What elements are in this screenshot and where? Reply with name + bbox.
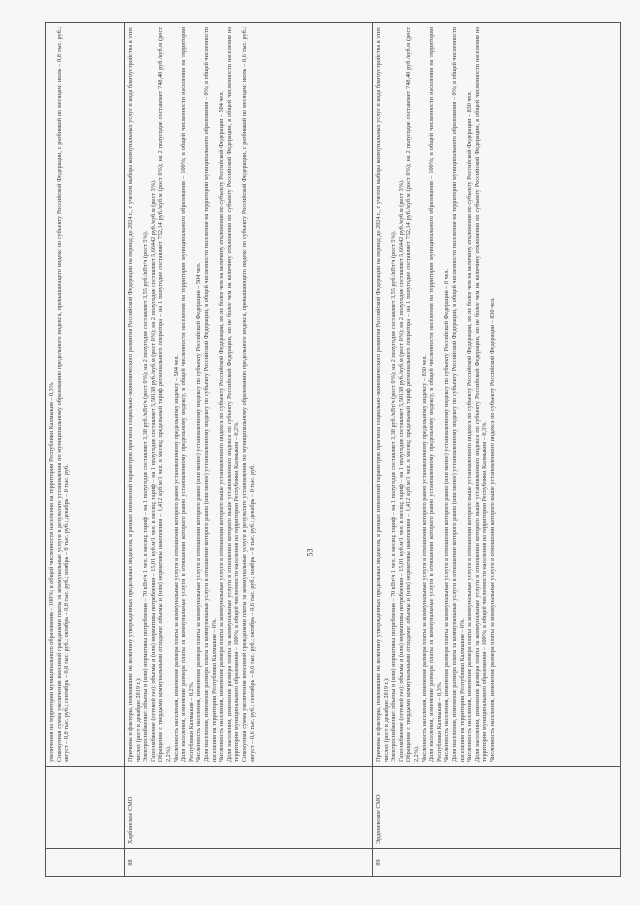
municipality-name-cell: Эрдниевское СМО (373, 767, 621, 849)
paragraph: Доля населения, изменение размера платы за коммунальные услуги в отношении которого выше установленного индекса по субъекту Российской Федерации, но не более чем на величину отклонения по субъекту Российской Федерации, в общей численности населения на территории муниципального образования – 100%; в общей численности населения на территории Республики Калмыкия – 0,2%. (225, 27, 241, 762)
table-row (46, 23, 125, 877)
municipality-table (45, 22, 621, 877)
municipality-name-cell: Харбинское СМО (125, 767, 373, 849)
paragraph: Численность населения, изменение размера платы за коммунальные услуги в отношении которого выше установленного индекса по субъекту Российской Федерации – 830 чел. (488, 297, 496, 762)
paragraph: Численность населения, изменение размера платы за коммунальные услуги в отношении которого равно (или менее) установленному индексу по субъекту Российской Федерации – 504 чел. (195, 262, 203, 762)
rotated-table-wrapper (45, 22, 605, 877)
paragraph: Численность населения, изменение размера платы за коммунальные услуги в отношении которого выше установленного индекса по субъекту Российской Федерации, но не более чем на величину отклонения по субъекту Российской Федерации – 504 чел. (218, 91, 226, 762)
paragraph: Газоснабжение (сетевой газ): объемы и (или) нормативы потребления – 15,01 куб.м/1 чел. в месяц; тариф – на 1 полугодие составляет 5,50138 руб./куб.м (рост 0%); на 2 полугодие составляет 5,66442 руб./куб.м (рост 3%). (149, 179, 157, 762)
table-row (373, 23, 621, 877)
paragraph: Численность населения, изменение размера платы за коммунальные услуги в отношении которого равно установленному предельному индексу – 504 чел. (172, 355, 180, 762)
paragraph: Доля населения, изменение размера платы за коммунальные услуги в отношении которого равно установленному предельному индексу, в общей численности населения на территории муниципального образования – 100%; в общей численности населения на территории Республики Калмыкия – 0,2%. (180, 27, 195, 762)
row-number-cell: 88 (125, 849, 373, 877)
row-number-cell: 89 (373, 849, 621, 877)
paragraph: Численность населения, изменение размера платы за коммунальные услуги в отношении которого выше установленного индекса по субъекту Российской Федерации, но не более чем на величину отклонения по субъекту Российской Федерации – 830 чел. (466, 91, 474, 762)
paragraph: Численность населения, изменение размера платы за коммунальные услуги в отношении которого равно установленному предельному индексу – 830 чел. (420, 355, 428, 762)
paragraph: Обращение с твердыми коммунальными отходами: объемы и (или) нормативы накопления – 1,412 куб.м/1 чел. в месяц; предельный тариф регионального оператора – на 1 полугодие составляет 732,14 руб./куб.м (рост 0%); на 2 полугодие составляет 748,40 руб./куб.м (рост 2,2%). (405, 27, 420, 762)
paragraph: Причины и факторы, повлиявшие на величину утвержденных предельных индексов, в рамках изменений параметров прогноза социально-экономического развития Российской Федерации на период до 2024 г., с учетом выбора коммунальных услуг и вида благоустройства в этих числах (рост к декабрю 2019 г.): (127, 27, 142, 762)
paragraph: Доля населения, изменение размера платы за коммунальные услуги в отношении которого равно (или менее) установленному индексу по субъекту Российской Федерации, в общей численности населения на территории муниципального образования – 0%; в общей численности населения на территории Республики Калмыкия – 0%. (202, 27, 218, 762)
paragraph: Совокупная сумма увеличения вносимой гражданами платы за коммунальные услуги в результате установления по муниципальному образованию предельного индекса, превышающего индекс по субъекту Российской Федерации, с разбивкой по месяцам: июль – 0,6 тыс. руб.; август – 0,6 тыс. руб.; сентябрь – 0,6 тыс. руб.; октябрь – 0,6 тыс. руб.; ноябрь – 0 тыс. руб.; декабрь – 0 тыс. руб. (240, 27, 256, 762)
description-cell (46, 23, 125, 767)
paragraph: Обращение с твердыми коммунальными отходами: объемы и (или) нормативы накопления – 1,412 куб.м/1 чел. в месяц; предельный тариф регионального оператора – на 1 полугодие составляет 732,14 руб./куб.м (рост 0%); на 2 полугодие составляет 748,40 руб./куб.м (рост 2,2%). (157, 27, 172, 762)
description-cell (373, 23, 621, 767)
paragraph: Доля населения, изменение размера платы за коммунальные услуги в отношении которого равно установленному предельному индексу, в общей численности населения на территории муниципального образования – 100%; в общей численности населения на территории Республики Калмыкия – 0,3%. (428, 27, 443, 762)
paragraph: Совокупная сумма увеличения вносимой гражданами платы за коммунальные услуги в результате установления по муниципальному образованию предельного индекса, превышающего индекс по субъекту Российской Федерации, с разбивкой по месяцам: июль – 0,8 тыс. руб.; август – 0,8 тыс. руб.; сентябрь – 0,8 тыс. руб.; октябрь – 0,8 тыс. руб.; ноябрь – 0 тыс. руб.; декабрь – 0 тыс. руб. (55, 27, 71, 762)
description-cell (125, 23, 373, 767)
paragraph: Доля населения, изменение размера платы за коммунальные услуги в отношении которого равно (или менее) установленному индексу по субъекту Российской Федерации, в общей численности населения на территории муниципального образования – 0%; в общей численности населения на территории Республики Калмыкия – 0%. (450, 27, 466, 762)
municipality-name-cell (46, 767, 125, 849)
table-row (125, 23, 373, 877)
page-number: 53 (305, 548, 315, 557)
paragraph: Численность населения, изменение размера платы за коммунальные услуги в отношении которого равно (или менее) установленному индексу по субъекту Российской Федерации – 0 чел. (443, 268, 451, 762)
row-number-cell (46, 849, 125, 877)
paragraph: Газоснабжение (сетевой газ): объемы и (или) нормативы потребления – 15,01 куб.м/1 чел. в месяц; тариф – на 1 полугодие составляет 5,50138 руб./куб.м (рост 0%); на 2 полугодие составляет 5,66442 руб./куб.м (рост 3%). (397, 179, 405, 762)
paragraph: Электроснабжение: объемы и (или) нормативы потребления – 70 кВт/ч 1 чел. в месяц; тариф – на 1 полугодие составляет 3,38 руб./кВт/ч (рост 0%); на 2 полугодие составляет 3,55 руб./кВт/ч (рост 5%). (390, 230, 398, 762)
paragraph: Доля населения, изменение размера платы за коммунальные услуги в отношении которого выше установленного индекса по субъекту Российской Федерации, но не более чем на величину отклонения по субъекту Российской Федерации, в общей численности населения на территории муниципального образования – 100%; в общей численности населения на территории Республики Калмыкия – 0,3%. (473, 27, 489, 762)
paragraph: Причины и факторы, повлиявшие на величину утвержденных предельных индексов, в рамках изменений параметров прогноза социально-экономического развития Российской Федерации на период до 2024 г., с учетом выбора коммунальных услуг и вида благоустройства в этих числах (рост к декабрю 2019 г.): (375, 27, 390, 762)
paragraph: Электроснабжение: объемы и (или) нормативы потребления – 70 кВт/ч 1 чел. в месяц; тариф – на 1 полугодие составляет 3,38 руб./кВт/ч (рост 0%); на 2 полугодие составляет 3,55 руб./кВт/ч (рост 5%). (142, 230, 150, 762)
paragraph: увеличения на территории муниципального образования – 100%; в общей численности населения на территории Республики Калмыкия – 0,3%. (48, 381, 55, 762)
